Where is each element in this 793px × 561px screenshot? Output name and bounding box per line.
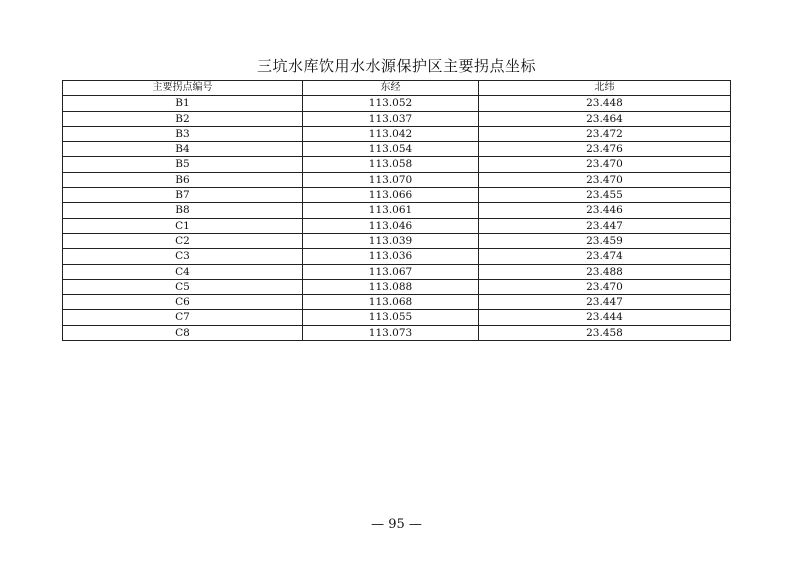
header-point-id: 主要拐点编号 xyxy=(63,81,303,96)
table-row xyxy=(63,157,731,172)
latitude-cell: 23.458 xyxy=(479,325,731,340)
latitude-cell: 23.447 xyxy=(479,295,731,310)
point-id-cell: C8 xyxy=(63,325,303,340)
longitude-cell: 113.037 xyxy=(303,111,479,126)
latitude-cell: 23.447 xyxy=(479,218,731,233)
point-id-cell: B7 xyxy=(63,188,303,203)
point-id-cell: C7 xyxy=(63,310,303,325)
longitude-cell: 113.073 xyxy=(303,325,479,340)
point-id-cell: C2 xyxy=(63,233,303,248)
longitude-cell: 113.055 xyxy=(303,310,479,325)
longitude-cell: 113.061 xyxy=(303,203,479,218)
page-title: 三坑水库饮用水水源保护区主要拐点坐标 xyxy=(256,57,536,75)
table-header-row xyxy=(63,81,731,96)
longitude-cell: 113.052 xyxy=(303,96,479,111)
page-number: — 95 — xyxy=(371,517,422,532)
latitude-cell: 23.470 xyxy=(479,279,731,294)
header-latitude: 北纬 xyxy=(479,81,731,96)
longitude-cell: 113.042 xyxy=(303,126,479,141)
longitude-cell: 113.066 xyxy=(303,188,479,203)
point-id-cell: B3 xyxy=(63,126,303,141)
longitude-cell: 113.068 xyxy=(303,295,479,310)
point-id-cell: B2 xyxy=(63,111,303,126)
table-row xyxy=(63,111,731,126)
longitude-cell: 113.036 xyxy=(303,249,479,264)
latitude-cell: 23.488 xyxy=(479,264,731,279)
table-row xyxy=(63,126,731,141)
latitude-cell: 23.444 xyxy=(479,310,731,325)
table-row xyxy=(63,325,731,340)
latitude-cell: 23.464 xyxy=(479,111,731,126)
point-id-cell: C1 xyxy=(63,218,303,233)
point-id-cell: B5 xyxy=(63,157,303,172)
point-id-cell: B1 xyxy=(63,96,303,111)
latitude-cell: 23.476 xyxy=(479,142,731,157)
point-id-cell: B4 xyxy=(63,142,303,157)
table-row xyxy=(63,172,731,187)
longitude-cell: 113.058 xyxy=(303,157,479,172)
point-id-cell: C6 xyxy=(63,295,303,310)
table-row xyxy=(63,218,731,233)
point-id-cell: B6 xyxy=(63,172,303,187)
table-row xyxy=(63,295,731,310)
point-id-cell: C5 xyxy=(63,279,303,294)
latitude-cell: 23.446 xyxy=(479,203,731,218)
coordinates-table xyxy=(62,80,731,341)
table-row xyxy=(63,188,731,203)
table-row xyxy=(63,264,731,279)
latitude-cell: 23.474 xyxy=(479,249,731,264)
latitude-cell: 23.455 xyxy=(479,188,731,203)
longitude-cell: 113.088 xyxy=(303,279,479,294)
table-row xyxy=(63,233,731,248)
table-row xyxy=(63,310,731,325)
latitude-cell: 23.470 xyxy=(479,157,731,172)
table-row xyxy=(63,249,731,264)
longitude-cell: 113.046 xyxy=(303,218,479,233)
header-longitude: 东经 xyxy=(303,81,479,96)
table-row xyxy=(63,142,731,157)
latitude-cell: 23.448 xyxy=(479,96,731,111)
table-row xyxy=(63,96,731,111)
point-id-cell: C3 xyxy=(63,249,303,264)
latitude-cell: 23.472 xyxy=(479,126,731,141)
table-row xyxy=(63,279,731,294)
longitude-cell: 113.039 xyxy=(303,233,479,248)
longitude-cell: 113.067 xyxy=(303,264,479,279)
longitude-cell: 113.054 xyxy=(303,142,479,157)
longitude-cell: 113.070 xyxy=(303,172,479,187)
point-id-cell: B8 xyxy=(63,203,303,218)
table-row xyxy=(63,203,731,218)
latitude-cell: 23.470 xyxy=(479,172,731,187)
point-id-cell: C4 xyxy=(63,264,303,279)
latitude-cell: 23.459 xyxy=(479,233,731,248)
